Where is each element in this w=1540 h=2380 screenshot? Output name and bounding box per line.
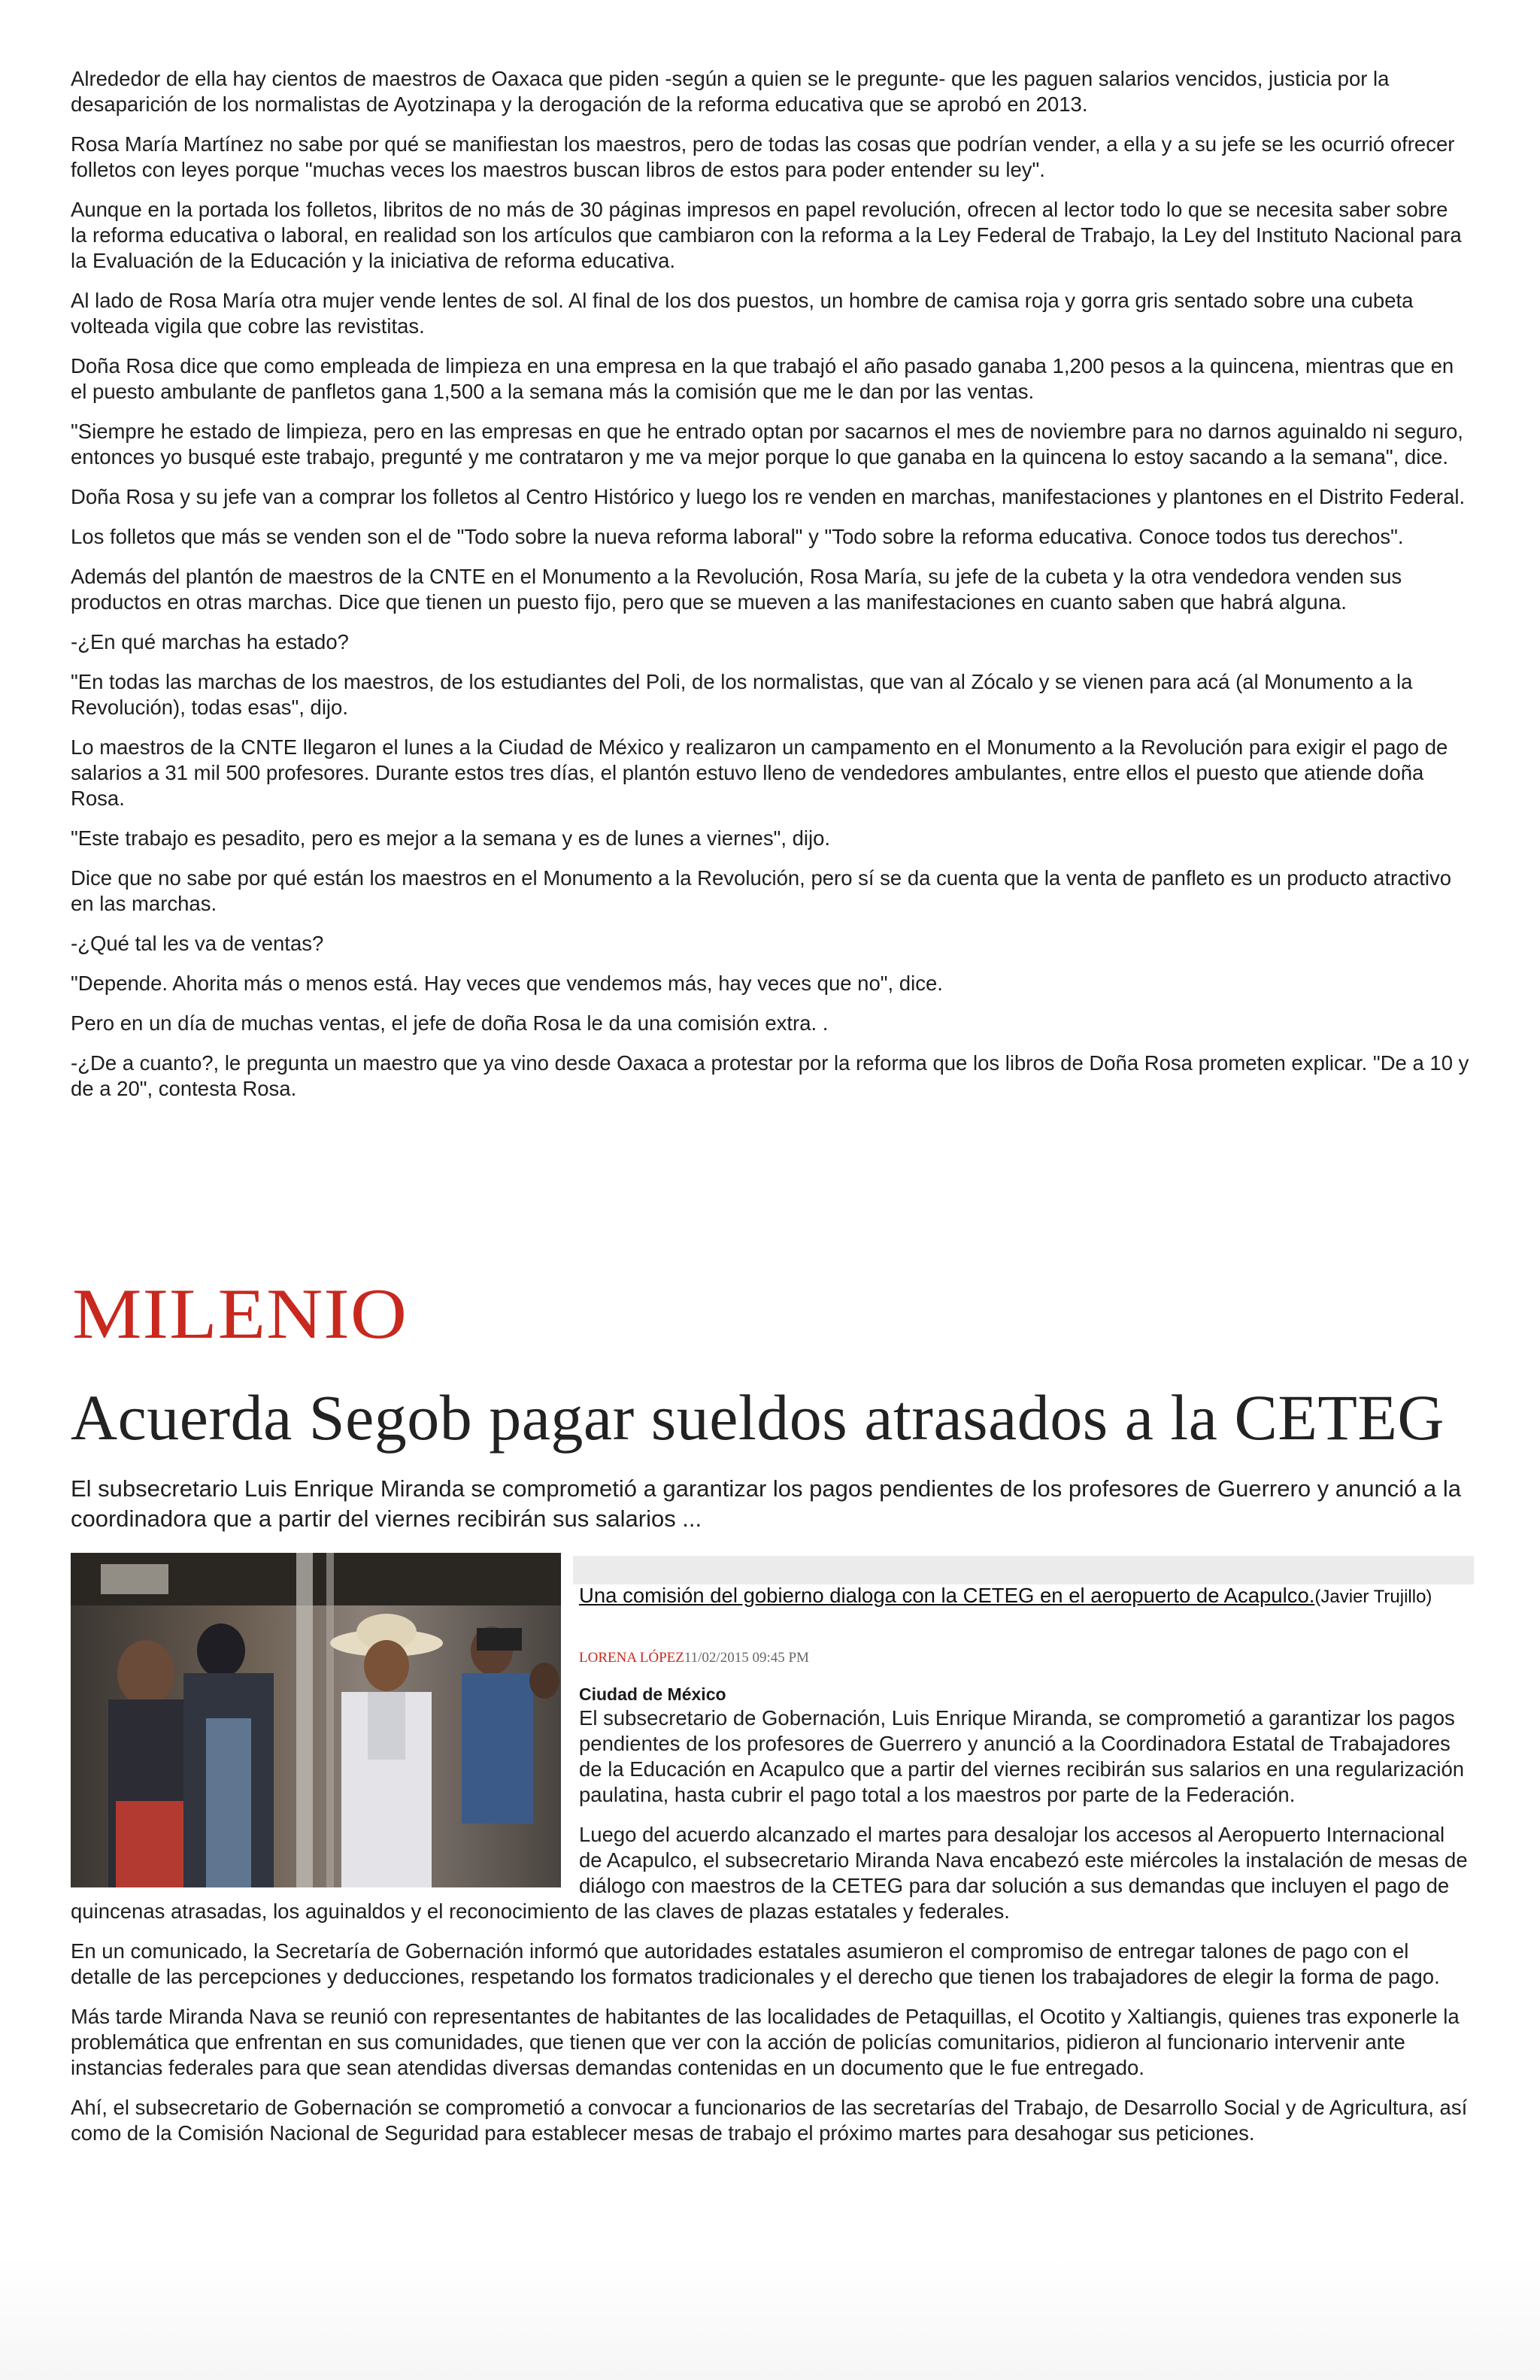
dateline: Ciudad de México	[579, 1684, 726, 1704]
article-paragraph: Alrededor de ella hay cientos de maestros de Oaxaca que piden -según a quien se le pregunte- que les paguen salarios vencidos, justicia por la desaparición de los normalistas de Ayotzinapa y la derogación de la reforma educativa que se aprobó en 2013.	[71, 67, 1390, 116]
photo-credit: (Javier Trujillo)	[1314, 1587, 1432, 1607]
article-paragraph: En un comunicado, la Secretaría de Gobernación informó que autoridades estatales asumieron el compromiso de entregar talones de pago con el detalle de las percepciones y deducciones, respetando los formatos tradicionales y el derecho que tienen los trabajadores de elegir la forma de pago.	[71, 1939, 1440, 1988]
article-paragraph: Ahí, el subsecretario de Gobernación se comprometió a convocar a funcionarios de las secretarías del Trabajo, de Desarrollo Social y de Agricultura, así como de la Comisión Nacional de Seguridad para establecer mesas de trabajo el próximo martes para desahogar sus peticiones.	[71, 2096, 1468, 2145]
article-body	[71, 1683, 1469, 2160]
article-paragraph: Luego del acuerdo alcanzado el martes para desalojar los accesos al Aeropuerto Internacional de Acapulco, el subsecretario Miranda Nava encabezó este miércoles la instalación de mesas de diálogo con maestros de la CETEG para dar solución a sus demandas que incluyen el pago de quincenas atrasadas, los aguinaldos y el reconocimiento de las claves de plazas estatales y federales.	[71, 1823, 1468, 1923]
article-paragraph: Lo maestros de la CNTE llegaron el lunes a la Ciudad de México y realizaron un campamento en el Monumento a la Revolución para exigir el pago de salarios a 31 mil 500 profesores. Durante estos tres días, el plantón estuvo lleno de vendedores ambulantes, entre ellos el puesto que atiende doña Rosa.	[71, 735, 1448, 810]
article-paragraph: Dice que no sabe por qué están los maestros en el Monumento a la Revolución, pero sí se da cuenta que la venta de panfleto es un producto atractivo en las marchas.	[71, 866, 1452, 915]
page-bottom-fade	[0, 2256, 1540, 2380]
article-paragraph: Más tarde Miranda Nava se reunió con representantes de habitantes de las localidades de Petaquillas, el Ocotito y Xaltiangis, quienes tras exponerle la problemática que enfrentan en sus comunidades, que tienen que ver con la acción de policías comunitarios, pidieron al funcionario intervenir ante instancias federales para que sean atendidas diversas demandas contenidas en un documento que le fue entregado.	[71, 2005, 1460, 2079]
byline-author[interactable]: LORENA LÓPEZ	[579, 1650, 684, 1666]
article-paragraph: Al lado de Rosa María otra mujer vende lentes de sol. Al final de los dos puestos, un hombre de camisa roja y gorra gris sentado sobre una cubeta volteada vigila que cobre las revistitas.	[71, 289, 1414, 338]
byline-datetime: 11/02/2015 09:45 PM	[684, 1650, 809, 1666]
article-paragraph: El subsecretario de Gobernación, Luis Enrique Miranda, se comprometió a garantizar los pagos pendientes de los profesores de Guerrero y anunció a la Coordinadora Estatal de Trabajadores de la Educación en Acapulco que a partir del viernes recibirán sus salarios en una regularización paulatina, hasta cubrir el pago total a los maestros por parte de la Federación.	[579, 1706, 1465, 1806]
caption-bar	[573, 1556, 1474, 1584]
photo-caption	[579, 1583, 1474, 1612]
article-paragraph: Aunque en la portada los folletos, libritos de no más de 30 páginas impresos en papel revolución, ofrecen al lector todo lo que se necesita saber sobre la reforma educativa o laboral, en realidad son los artículos que cambiaron con la reforma a la Ley Federal de Trabajo, la Ley del Instituto Nacional para la Evaluación de la Educación y la iniciativa de reforma educativa.	[71, 198, 1462, 272]
article-paragraph: "Siempre he estado de limpieza, pero en las empresas en que he entrado optan por sacarnos el mes de noviembre para no darnos aguinaldo ni seguro, entonces yo busqué este trabajo, pregunté y me contrataron y me va mejor porque lo que ganaba en la quincena lo estoy sacando a la semana", dice.	[71, 420, 1463, 468]
byline	[579, 1650, 809, 1666]
article-lead: El subsecretario Luis Enrique Miranda se comprometió a garantizar los pagos pendientes de los profesores de Guerrero y anunció a la coordinadora que a partir del viernes recibirán sus salarios ...	[71, 1475, 1461, 1532]
top-article	[71, 66, 1469, 1116]
article-paragraph: "Depende. Ahorita más o menos está. Hay veces que vendemos más, hay veces que no", dice.	[71, 972, 943, 995]
article-paragraph: Además del plantón de maestros de la CNTE en el Monumento a la Revolución, Rosa María, su jefe de la cubeta y la otra vendedora venden sus productos en otras marchas. Dice que tienen un puesto fijo, pero que se mueven a las manifestaciones en cuanto saben que habrá alguna.	[71, 565, 1402, 614]
article-paragraph: Pero en un día de muchas ventas, el jefe de doña Rosa le da una comisión extra. .	[71, 1011, 829, 1035]
article-paragraph: Los folletos que más se venden son el de "Todo sobre la nueva reforma laboral" y "Todo sobre la reforma educativa. Conoce todos tus derechos".	[71, 525, 1404, 548]
article-paragraph: -¿En qué marchas ha estado?	[71, 630, 349, 653]
article-paragraph: -¿De a cuanto?, le pregunta un maestro que ya vino desde Oaxaca a protestar por la reforma que los libros de Doña Rosa prometen explicar. "De a 10 y de a 20", contesta Rosa.	[71, 1051, 1469, 1100]
milenio-logo: MILENIO	[72, 1274, 408, 1354]
article-paragraph: Doña Rosa dice que como empleada de limpieza en una empresa en la que trabajó el año pasado ganaba 1,200 pesos a la quincena, mientras que en el puesto ambulante de panfletos gana 1,500 a la semana más la comisión que me le dan por las ventas.	[71, 354, 1454, 403]
article-paragraph: "Este trabajo es pesadito, pero es mejor a la semana y es de lunes a viernes", dijo.	[71, 826, 831, 850]
article-headline: Acuerda Segob pagar sueldos atrasados a la CETEG	[71, 1381, 1445, 1454]
article-paragraph: Rosa María Martínez no sabe por qué se manifiestan los maestros, pero de todas las cosas que podrían vender, a ella y a su jefe se les ocurrió ofrecer folletos con leyes porque "muchas veces los maestros buscan libros de estos para poder entender su ley".	[71, 132, 1455, 181]
photo-caption-text[interactable]: Una comisión del gobierno dialoga con la CETEG en el aeropuerto de Acapulco.	[579, 1584, 1315, 1607]
article-paragraph: "En todas las marchas de los maestros, de los estudiantes del Poli, de los normalistas, que van al Zócalo y se vienen para acá (al Monumento a la Revolución), todas esas", dijo.	[71, 670, 1413, 719]
article-paragraph: Doña Rosa y su jefe van a comprar los folletos al Centro Histórico y luego los re venden en marchas, manifestaciones y plantones en el Distrito Federal.	[71, 485, 1466, 508]
article-paragraph: -¿Qué tal les va de ventas?	[71, 932, 324, 955]
